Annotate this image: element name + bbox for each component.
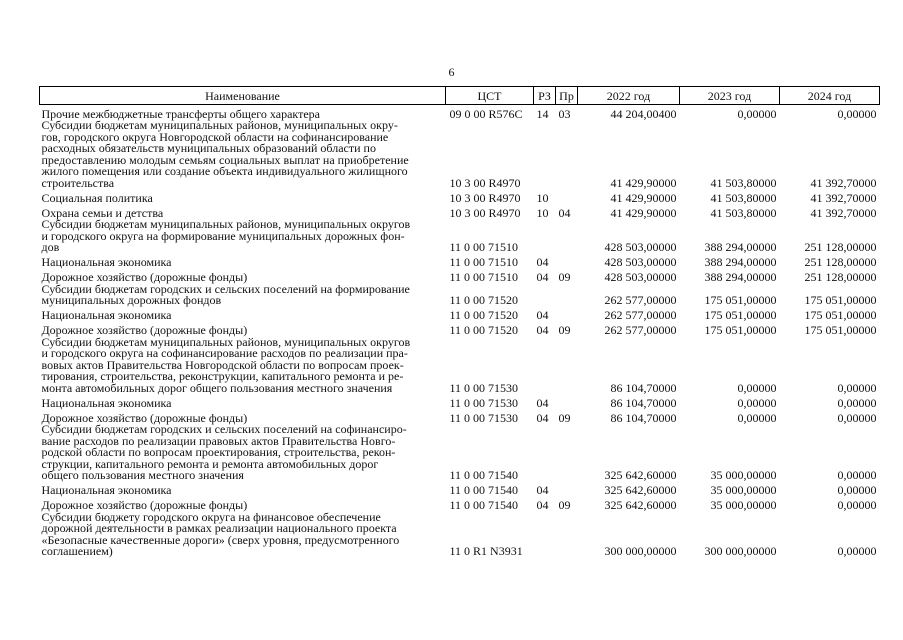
row-rz xyxy=(534,120,556,189)
row-rz xyxy=(534,219,556,254)
column-header-cst: ЦСТ xyxy=(446,87,534,105)
row-rz xyxy=(534,337,556,395)
row-value-2022: 262 577,00000 xyxy=(604,323,677,337)
table-row xyxy=(40,254,880,269)
row-pr: 09 xyxy=(558,323,571,337)
row-rz: 04 xyxy=(536,255,549,269)
row-value-2022: 300 000,00000 xyxy=(604,544,677,558)
row-pr xyxy=(556,512,578,558)
row-pr xyxy=(556,482,578,497)
row-cst: 11 0 00 71510 xyxy=(449,270,519,284)
row-value-2023: 0,00000 xyxy=(737,380,777,395)
row-rz xyxy=(534,512,556,558)
row-name: Дорожное хозяйство (дорожные фонды) xyxy=(41,410,248,425)
row-value-2023: 0,00000 xyxy=(737,106,777,121)
row-value-2023: 35 000,00000 xyxy=(710,498,777,512)
row-name: Социальная политика xyxy=(41,190,153,205)
row-value-2023: 175 051,00000 xyxy=(704,293,777,307)
row-pr xyxy=(556,424,578,482)
table-row xyxy=(40,189,880,204)
row-value-2022: 428 503,00000 xyxy=(604,270,677,284)
row-pr xyxy=(556,219,578,254)
table-row xyxy=(40,482,880,497)
row-value-2022: 262 577,00000 xyxy=(604,293,677,307)
row-value-2024: 0,00000 xyxy=(837,468,877,482)
row-cst: 11 0 00 71530 xyxy=(449,380,519,395)
row-value-2024: 251 128,00000 xyxy=(804,240,877,254)
row-cst: 09 0 00 R576C xyxy=(449,106,523,121)
row-cst: 11 0 00 71520 xyxy=(449,293,519,307)
table-row xyxy=(40,307,880,322)
row-rz: 10 xyxy=(536,190,549,205)
row-value-2022: 86 104,70000 xyxy=(610,380,677,395)
row-value-2022: 41 429,90000 xyxy=(610,190,677,205)
row-value-2023: 41 503,80000 xyxy=(710,175,777,190)
row-name: Дорожное хозяйство (дорожные фонды) xyxy=(41,270,248,284)
row-value-2023: 388 294,00000 xyxy=(704,270,777,284)
column-header-pr: Пр xyxy=(556,87,578,105)
row-cst: 10 3 00 R4970 xyxy=(449,175,521,190)
row-value-2024: 175 051,00000 xyxy=(804,323,877,337)
row-cst: 11 0 00 71540 xyxy=(449,498,519,512)
column-header-2024: 2024 год xyxy=(780,87,880,105)
row-value-2024: 0,00000 xyxy=(837,544,877,558)
row-rz xyxy=(534,424,556,482)
row-value-2022: 428 503,00000 xyxy=(604,240,677,254)
row-cst: 11 0 00 71520 xyxy=(449,308,519,322)
table-row xyxy=(40,219,880,254)
row-name: Прочие межбюджетные трансферты общего характера xyxy=(41,106,320,121)
table-header-row xyxy=(40,87,880,105)
row-pr: 09 xyxy=(558,410,571,425)
row-name: Субсидии бюджетам муниципальных районов, муниципальных округов и городского округа на софинансирование расходов по реализации пра- вовых актов Правительства Новгородской области по вопросам проек- тирования, строительства, реконструкции, капитального ремонта и ре- монта автомобильных дорог общего пользования местного значения xyxy=(41,334,411,395)
row-name: Дорожное хозяйство (дорожные фонды) xyxy=(41,498,248,512)
row-name: Национальная экономика xyxy=(41,395,172,410)
row-value-2024: 0,00000 xyxy=(837,395,877,410)
row-rz: 04 xyxy=(536,323,549,337)
table-row xyxy=(40,424,880,482)
row-value-2022: 325 642,60000 xyxy=(604,498,677,512)
row-value-2023: 41 503,80000 xyxy=(710,205,777,220)
row-pr: 09 xyxy=(558,270,571,284)
row-value-2024: 41 392,70000 xyxy=(810,175,877,190)
table-body xyxy=(40,105,880,558)
row-cst: 10 3 00 R4970 xyxy=(449,205,521,220)
row-pr xyxy=(556,337,578,395)
row-value-2023: 175 051,00000 xyxy=(704,308,777,322)
row-value-2024: 0,00000 xyxy=(837,380,877,395)
row-value-2024: 175 051,00000 xyxy=(804,293,877,307)
row-pr xyxy=(556,394,578,409)
row-value-2024: 251 128,00000 xyxy=(804,255,877,269)
row-name: Субсидии бюджету городского округа на финансовое обеспечение дорожной деятельности в рамках реализации национального проекта «Безопасные качественные дороги» (сверх уровня, предусмотренного соглашением) xyxy=(41,509,400,558)
row-pr xyxy=(556,307,578,322)
row-name: Национальная экономика xyxy=(41,308,172,322)
table-row xyxy=(40,394,880,409)
row-value-2024: 0,00000 xyxy=(837,498,877,512)
row-value-2023: 175 051,00000 xyxy=(704,323,777,337)
row-cst: 11 0 00 71540 xyxy=(449,483,519,497)
row-value-2023: 0,00000 xyxy=(737,410,777,425)
column-header-2022: 2022 год xyxy=(578,87,680,105)
row-value-2022: 41 429,90000 xyxy=(610,175,677,190)
table-row xyxy=(40,120,880,189)
row-name: Дорожное хозяйство (дорожные фонды) xyxy=(41,323,248,337)
row-rz: 04 xyxy=(536,483,549,497)
row-rz: 04 xyxy=(536,308,549,322)
row-pr xyxy=(556,189,578,204)
row-name: Субсидии бюджетам муниципальных районов, муниципальных окру- гов, городского округа Новгородской области на софинансирование расходных обязательств муниципальных образований области по предоставлению молодым семьям социальных выплат на приобретение жилого помещения или создание объекта индивидуального жилищного строительства xyxy=(41,118,409,190)
row-value-2024: 175 051,00000 xyxy=(804,308,877,322)
row-value-2022: 86 104,70000 xyxy=(610,410,677,425)
row-value-2022: 428 503,00000 xyxy=(604,255,677,269)
row-value-2022: 44 204,00400 xyxy=(610,106,677,121)
row-value-2024: 0,00000 xyxy=(837,410,877,425)
row-value-2023: 35 000,00000 xyxy=(710,468,777,482)
row-rz: 04 xyxy=(536,410,549,425)
row-value-2024: 41 392,70000 xyxy=(810,190,877,205)
row-rz: 10 xyxy=(536,205,549,220)
table-row xyxy=(40,284,880,307)
row-value-2022: 86 104,70000 xyxy=(610,395,677,410)
row-value-2023: 41 503,80000 xyxy=(710,190,777,205)
row-pr xyxy=(556,254,578,269)
column-header-2023: 2023 год xyxy=(680,87,780,105)
row-cst: 11 0 R1 N3931 xyxy=(449,544,523,558)
row-pr: 03 xyxy=(558,106,571,121)
row-name: Национальная экономика xyxy=(41,483,172,497)
row-cst: 11 0 00 71530 xyxy=(449,395,519,410)
row-cst: 11 0 00 71520 xyxy=(449,323,519,337)
row-name: Национальная экономика xyxy=(41,255,172,269)
row-name: Субсидии бюджетам городских и сельских поселений на формирование муниципальных дорожных фондов xyxy=(41,281,410,307)
row-value-2022: 325 642,60000 xyxy=(604,468,677,482)
row-value-2022: 41 429,90000 xyxy=(610,205,677,220)
row-rz: 04 xyxy=(536,270,549,284)
row-name: Субсидии бюджетам городских и сельских поселений на софинансиро- вание расходов по реализации правовых актов Правительства Новго- родской области по вопросам проектирования, строительства, рекон- струкции, капитального ремонта и ремонта автомобильных дорог общего пользования местного значения xyxy=(41,422,407,482)
row-pr xyxy=(556,284,578,307)
row-value-2024: 251 128,00000 xyxy=(804,270,877,284)
row-cst: 11 0 00 71510 xyxy=(449,255,519,269)
row-pr: 04 xyxy=(558,205,571,220)
row-value-2024: 0,00000 xyxy=(837,483,877,497)
row-value-2023: 0,00000 xyxy=(737,395,777,410)
budget-table xyxy=(39,86,880,558)
row-pr xyxy=(556,120,578,189)
row-value-2024: 0,00000 xyxy=(837,106,877,121)
table-row xyxy=(40,337,880,395)
row-value-2022: 262 577,00000 xyxy=(604,308,677,322)
row-value-2023: 388 294,00000 xyxy=(704,255,777,269)
page-number: 6 xyxy=(448,65,455,79)
row-cst: 11 0 00 71540 xyxy=(449,468,519,482)
row-value-2023: 35 000,00000 xyxy=(710,483,777,497)
row-name: Охрана семьи и детства xyxy=(41,205,164,220)
table-row xyxy=(40,512,880,558)
row-rz xyxy=(534,284,556,307)
row-rz: 04 xyxy=(536,395,549,410)
row-name: Субсидии бюджетам муниципальных районов, муниципальных округов и городского округа на формирование муниципальных дорожных фон- дов xyxy=(41,217,411,254)
row-value-2023: 388 294,00000 xyxy=(704,240,777,254)
row-pr: 09 xyxy=(558,498,571,512)
row-cst: 10 3 00 R4970 xyxy=(449,190,521,205)
row-value-2022: 325 642,60000 xyxy=(604,483,677,497)
row-cst: 11 0 00 71510 xyxy=(449,240,519,254)
row-rz: 04 xyxy=(536,498,549,512)
row-rz: 14 xyxy=(536,106,549,121)
row-cst: 11 0 00 71530 xyxy=(449,410,519,425)
column-header-name: Наименование xyxy=(40,87,446,105)
row-value-2024: 41 392,70000 xyxy=(810,205,877,220)
column-header-rz: РЗ xyxy=(534,87,556,105)
row-value-2023: 300 000,00000 xyxy=(704,544,777,558)
